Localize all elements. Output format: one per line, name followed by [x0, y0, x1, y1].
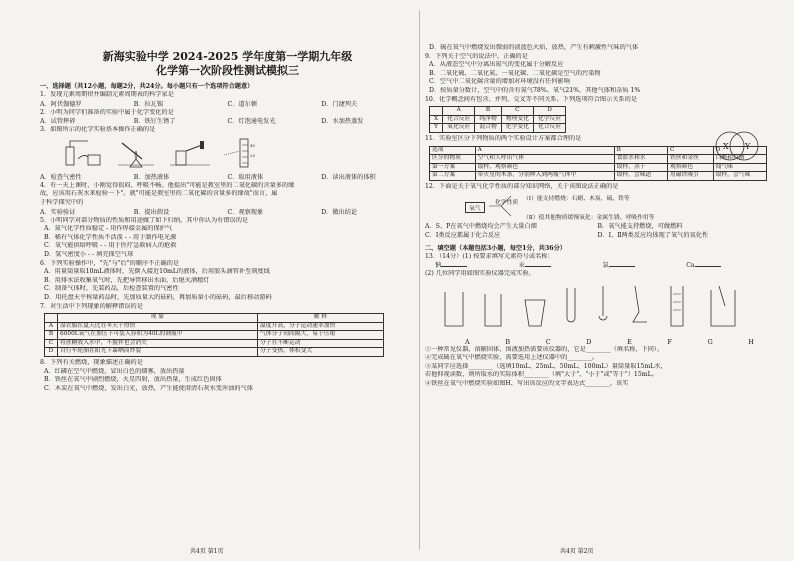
table-cell: 气体分子间间隔大，易于压缩	[258, 331, 384, 340]
heating-liquid-figure	[112, 137, 160, 169]
table-cell: 闻气味	[713, 163, 766, 172]
branch-item: （Ⅰ）能支持燃烧：石蜡、木炭、硫、铁等	[523, 195, 630, 202]
q4-line: 于科学探究中的	[40, 198, 84, 206]
table-cell: 自行车轮胎在阳光下暴晒而炸裂	[58, 348, 258, 357]
option: C．木炭在氧气中燃烧，发出白光，放热，产生能使澄清石灰水变浑浊的气体	[44, 384, 253, 392]
section2-heading: 二、填空题（本题包括3小题，每空1分，共36分）	[425, 244, 566, 252]
option: B．加热液体	[133, 173, 170, 181]
table-cell: 铁丝和金丝	[667, 155, 713, 164]
element-blank[interactable]	[519, 261, 603, 270]
table-cell: A	[475, 146, 614, 155]
right-page	[425, 0, 770, 561]
test-tube-icon	[567, 288, 575, 322]
table-cell: 第一方案	[430, 163, 476, 172]
table-cell: 纯净物	[475, 115, 501, 124]
beaker-icon	[445, 292, 463, 326]
q13-part2: (2) 几位同学用如图实验仪器完成实验。	[425, 270, 535, 278]
table-cell: 湿衣服在夏天比在冬天干得快	[58, 322, 258, 331]
option: C．观察现象	[227, 208, 264, 216]
element-blank[interactable]	[435, 261, 519, 270]
table-row	[45, 331, 384, 340]
table-cell: B	[45, 331, 58, 340]
table-cell: 混合物	[475, 124, 501, 133]
q9-stem: 9．下列关于空气的说法中，正确的是	[425, 52, 528, 60]
option: D．Ⅰ、Ⅱ两类反应均体现了氧气的氧化性	[597, 231, 709, 239]
table-cell: 食盐水和水	[614, 155, 667, 164]
table-cell: C	[501, 107, 533, 116]
option: A．用量筒量取10mL液体时，先倒入接近10mL的液体，后用胶头滴管补至刻度线	[44, 268, 270, 276]
q4-line: 故，应该用石灰水来检验一下"。就"可能是教室里的二氧化碳的含量多的缘故"而言，属	[40, 190, 278, 198]
figure-letter: D	[586, 337, 592, 346]
table-header: 现 象	[58, 314, 258, 323]
figure-letter: C	[545, 337, 551, 346]
table-cell: 温度升高，分子运动速率加快	[258, 322, 384, 331]
option: B．氧气能支持燃烧，可做燃料	[597, 222, 683, 230]
option: A．阿伏伽德罗	[40, 100, 82, 108]
svg-text:40: 40	[250, 142, 256, 148]
option: B．铁钉生锈了	[133, 118, 176, 126]
table-cell: D	[533, 107, 565, 116]
table-row	[430, 115, 566, 124]
blank-label: Ca	[686, 262, 695, 270]
table-cell: D	[713, 146, 766, 155]
q13-blanks	[425, 261, 770, 270]
option: B．拉瓦锡	[133, 100, 164, 108]
table-cell: C	[667, 146, 713, 155]
option: C．氧气能供给呼吸 - - 用于医疗急救病人的抢救	[44, 242, 177, 250]
option: C．制备气体时，先装药品，后检查装置的气密性	[44, 285, 179, 293]
option: A．试管摔碎	[40, 118, 76, 126]
q10-stem: 10．化学概念间有包含、并列、交叉等不同关系。下列选项符合图示关系的是	[425, 95, 638, 103]
q13-line: ③某同学应选择________（选填10mL、25mL、50mL、100mL）量筒量取15mL水，	[425, 362, 667, 370]
branch-lines	[489, 192, 519, 222]
table-cell: 区分的物质	[430, 155, 476, 164]
table-cell: 空气和人呼出气体	[475, 155, 614, 164]
figure-letter: G	[707, 337, 713, 346]
table-row	[45, 322, 384, 331]
q12-stem: 12．下面是关于氧气化学性质的部分知识网络，关于该图说法正确的是	[425, 182, 619, 190]
table-cell: 物理变化	[501, 115, 533, 124]
option: D．按质量分数计，空气中的含有氮气78%、氧气21%、其他气体和杂质 1%	[429, 86, 641, 94]
table-row	[45, 348, 384, 357]
table-cell: D	[45, 348, 58, 357]
option: D．读出液体的体积	[321, 173, 376, 181]
q2-stem: 2．小明为同学们准备的实验中属于化学变化的是	[40, 108, 174, 116]
q13-line: ④铁丝在氧气中燃烧实验如图H，写出该反应的文字表达式________，该实	[425, 380, 629, 388]
option: D．水加热蒸发	[321, 118, 364, 126]
q6-stem: 6．下列实验操作中，"先"与"后"的顺序不正确的是	[40, 259, 180, 267]
taking-liquid-figure	[166, 137, 214, 169]
element-blank[interactable]	[686, 261, 770, 270]
option: A．检查气密性	[40, 173, 82, 181]
blank-label: 钠	[435, 262, 442, 270]
instrument-figures	[435, 282, 765, 332]
q13-line: 若他仰视读数，则所取水的实际体积________（填"大于"、"小于"或"等于"）15mL。	[425, 371, 658, 379]
section1-heading: 一、选择题（共12小题，每题2分，共24分。每小题只有一个选项符合题意）	[40, 83, 254, 90]
table-row	[430, 172, 767, 181]
q5-stem: 5．小明同学对部分物质的性质和用途做了如下归纳，其中你认为有错误的是	[40, 216, 249, 224]
table-cell: 化学反应	[533, 115, 565, 124]
table-cell: C	[45, 339, 58, 348]
q12-options	[425, 222, 770, 231]
table-cell: 取样，尝气味	[713, 172, 766, 181]
table-cell: 观察颜色	[667, 163, 713, 172]
graduated-cylinder-icon	[671, 286, 683, 326]
element-blank[interactable]	[603, 261, 687, 270]
table-row	[430, 124, 566, 133]
table-cell: 将蔗糖放入水中，不搅拌也会消失	[58, 339, 258, 348]
option: C．道尔顿	[227, 100, 257, 108]
table-cell: 化合反应	[533, 124, 565, 133]
table-cell: 第二方案	[430, 172, 476, 181]
q11-stem: 11．实验室区分下列物质的两个实验设计方案都合理的是	[425, 134, 582, 142]
option: B．用排水法收集氧气时，先把导管移出水面，后熄灭酒精灯	[44, 276, 210, 284]
table-cell: B	[475, 107, 501, 116]
q3-figures	[58, 137, 415, 171]
table-header: 解 释	[258, 314, 384, 323]
option: A．红磷在空气中燃烧，冒出白色的烟雾，放出热量	[44, 367, 185, 375]
option: C．空气中二氧化碳含量的增加对环境没有任何影响	[429, 78, 570, 86]
q13-stem: 13．（14分）(1) 按要求填写元素符号或名称：	[425, 252, 554, 260]
table-cell: 化学变化	[501, 124, 533, 133]
table-cell: 取样，蒸干	[614, 163, 667, 172]
q10-table	[429, 106, 566, 133]
figure-letter: H	[748, 337, 754, 346]
option: D．做出结论	[321, 208, 358, 216]
tongs-icon	[633, 286, 647, 322]
table-cell: 化合反应	[443, 115, 475, 124]
reading-volume-figure	[220, 137, 268, 169]
q13-line: ②完成硫在氧气中燃烧实验，需要选用上述仪器中的________。	[425, 354, 599, 362]
table-cell: 取样，观察颜色	[475, 163, 614, 172]
figure-letter: B	[505, 337, 511, 346]
blank-label: 氯	[602, 262, 609, 270]
instrument-letters	[425, 338, 770, 346]
table-cell: 分子在不断运动	[258, 339, 384, 348]
q12-knowledge-map	[425, 192, 770, 222]
option: C．取用液体	[227, 173, 264, 181]
q2-options	[40, 117, 415, 126]
spoon-icon	[599, 286, 607, 320]
beaker-icon	[485, 294, 501, 326]
table-cell: 取样，尝味道	[614, 172, 667, 181]
option: B．二氧化硫、二氧化氮、一氧化碳、二氧化碳是空气的污染物	[429, 69, 601, 77]
table-cell: 分子受热，体积变大	[258, 348, 384, 357]
page-number-left: 共4页 第1页	[190, 548, 224, 555]
option: D．氢气密度小 - - 填充探空气球	[44, 250, 134, 258]
venn-diagram	[712, 126, 762, 166]
airtight-check-figure	[58, 137, 106, 169]
svg-text:20: 20	[250, 152, 256, 158]
q1-stem: 1．发现元素周期律并编制元素周期表的科学家是	[40, 91, 174, 98]
option: B．稀有气体化学性质不活泼 - - 用于制作电光源	[44, 233, 177, 241]
school-title: 新海实验中学 2024-2025 学年度第一学期九年级	[102, 50, 353, 63]
q7-table	[44, 313, 384, 357]
page-divider	[419, 10, 420, 550]
branch-label: 化学性质	[495, 199, 519, 206]
q12-options	[425, 231, 770, 240]
table-cell	[430, 107, 443, 116]
table-cell	[45, 314, 58, 323]
exam-title: 化学第一次阶段性测试模拟三	[156, 64, 299, 77]
page-number-right: 共4页 第2页	[560, 548, 594, 555]
table-cell: 氧化反应	[443, 124, 475, 133]
table-row	[430, 107, 566, 116]
venn-label-y: Y	[745, 142, 751, 151]
table-cell: X	[430, 115, 443, 124]
figure-letter: A	[465, 337, 470, 346]
oxygen-node: 氧气	[465, 202, 485, 213]
q3-stem: 3．如图所示的化学实验基本操作正确的是	[40, 126, 156, 134]
option: C．Ⅰ类反应都属于化合反应	[425, 231, 501, 239]
table-cell: 6000L氧气在加压下可装入容积为40L的钢瓶中	[58, 331, 258, 340]
q1-options	[40, 100, 415, 109]
option: D．硫在氧气中燃烧发出微弱的淡蓝色火焰，放热，产生有刺激性气味的气体	[429, 44, 639, 51]
blank-label: 汞	[518, 262, 525, 270]
table-cell: 带火星的木条，分别伸入到两瓶气体中	[475, 172, 614, 181]
left-page	[40, 0, 415, 561]
option: A．实验验证	[40, 208, 76, 216]
option: D．门捷列夫	[321, 100, 358, 108]
option: A．从液态空气中分离出氮气的变化属于分解反应	[429, 61, 564, 69]
table-cell: Y	[430, 124, 443, 133]
option: A．S、P在氧气中燃烧均会产生大量白烟	[425, 222, 537, 230]
q4-line: 4．有一天上课时，小刚觉得很闷、呼吸不畅。他提出"可能是教室里的二氧化碳的含量多的缘	[40, 181, 295, 189]
q4-options	[40, 208, 415, 217]
venn-label-x: X	[723, 142, 729, 151]
q3-options	[40, 173, 415, 182]
crucible-icon	[525, 300, 545, 326]
table-cell: A	[45, 322, 58, 331]
option: B．铁丝在氧气中剧烈燃烧，火星四射，放出热量，生成红色固体	[44, 376, 222, 384]
option: D．用托盘天平称量药品时，先加质量大的砝码，再加质量小的砝码，最后移动游码	[44, 293, 272, 301]
table-cell: A	[443, 107, 475, 116]
figure-letter: F	[667, 337, 672, 346]
q13-line: ①一种常见仪器，溶解固体、围液加热需要该仪器的，它是________（填名称，下同）。	[425, 345, 664, 353]
option: C．灯泡通电发光	[227, 118, 276, 126]
table-cell: 用磁铁吸引	[667, 172, 713, 181]
q8-stem: 8．下列有关燃烧，现象描述正确的是	[40, 359, 143, 367]
q7-stem: 7．对生活中下列现象的解释错误的是	[40, 302, 143, 310]
gas-jar-icon	[711, 290, 735, 326]
table-cell: B	[614, 146, 667, 155]
table-row	[45, 339, 384, 348]
option: B．提出假设	[133, 208, 170, 216]
figure-letter: E	[627, 337, 632, 346]
table-cell: 选项	[430, 146, 476, 155]
option: A．氮气化学性质稳定 - 用作焊接金属的保护气	[44, 225, 173, 233]
branch-item: （Ⅱ）使其他物质缓慢氧化：金属生锈、呼吸作用等	[523, 214, 655, 221]
table-cell: 白醋和白酒	[713, 155, 766, 164]
